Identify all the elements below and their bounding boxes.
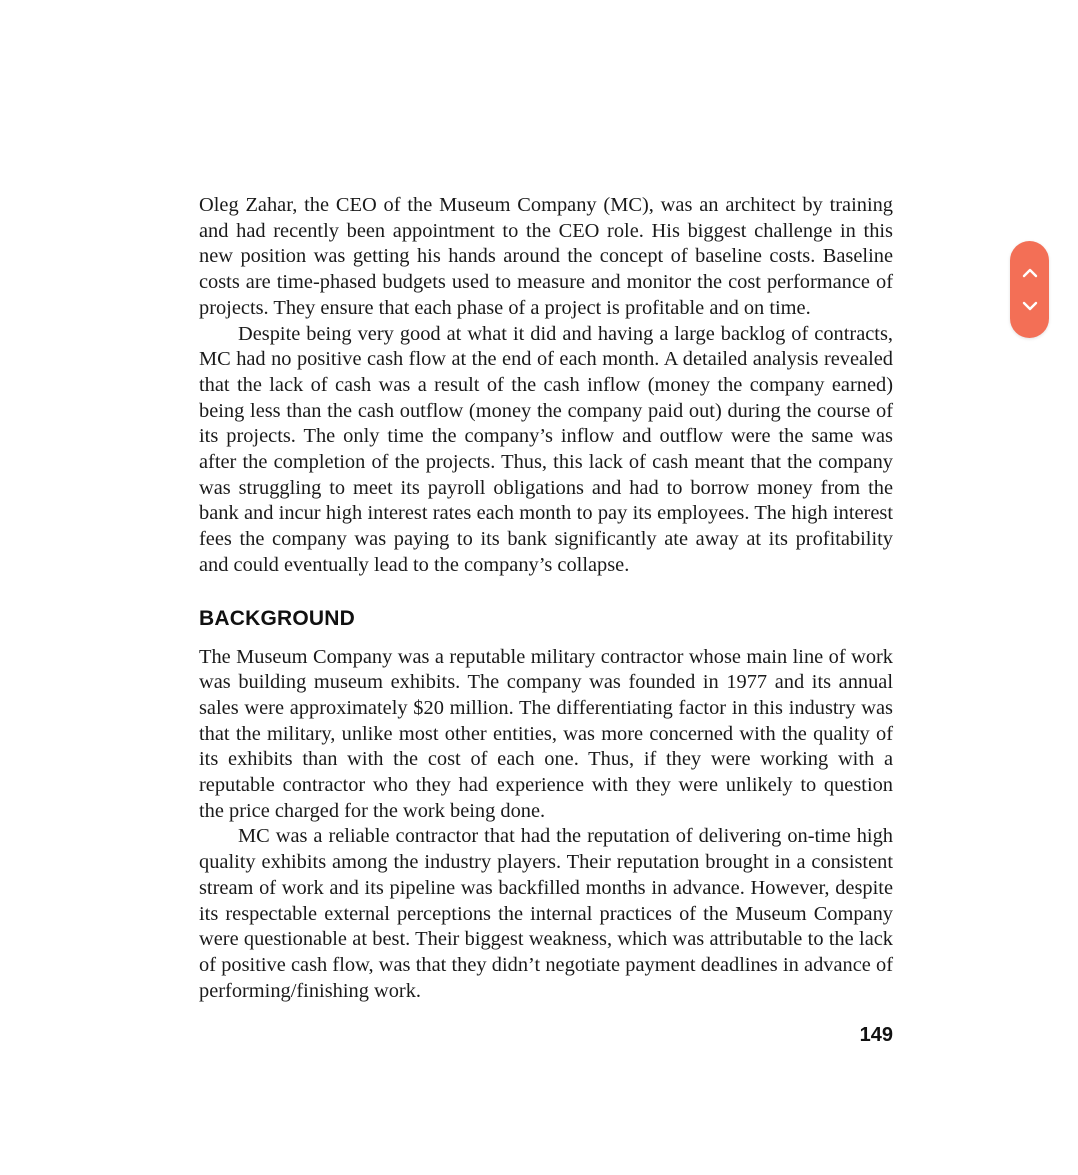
intro-paragraph-1: Oleg Zahar, the CEO of the Museum Company (MC), was an architect by training and had recently been appointment to the CEO role. His biggest challenge in this new position was getting his hands around the concept of baseline costs. Baseline costs are time-phased budgets used to measure and monitor the cost performance of projects. They ensure that each phase of a project is profitable and on time. (199, 194, 893, 319)
chevron-down-icon (1021, 300, 1039, 312)
page-number: 149 (859, 1024, 893, 1046)
page-navigation-control (1010, 241, 1049, 338)
chevron-up-icon (1021, 267, 1039, 279)
background-paragraph-1: The Museum Company was a reputable military contractor whose main line of work was building museum exhibits. The company was founded in 1977 and its annual sales were approximately $20 million. The differentiating factor in this industry was that the military, unlike most other entities, was more concerned with the quality of its exhibits than with the cost of each one. Thus, if they were working with a reputable contractor who they had experience with they were unlikely to question the price charged for the work being done. (199, 645, 893, 822)
section-heading: BACKGROUND (199, 606, 355, 630)
text-column (199, 193, 893, 1004)
cropped-footer-fragment (905, 1168, 1055, 1175)
intro-paragraph-2: Despite being very good at what it did and having a large backlog of contracts, MC had no positive cash flow at the end of each month. A detailed analysis revealed that the lack of cash was a result of the cash inflow (money the company earned) being less than the cash outflow (money the company paid out) during the course of its projects. The only time the company’s inflow and outflow were the same was after the completion of the projects. Thus, this lack of cash meant that the company was struggling to meet its payroll obligations and had to borrow money from the bank and incur high interest rates each month to pay its employees. The high interest fees the company was paying to its bank significantly ate away at its profitability and could eventually lead to the company’s collapse. (199, 322, 893, 576)
next-page-button[interactable] (1010, 286, 1049, 326)
background-paragraph-2: MC was a reliable contractor that had the reputation of delivering on-time high quality exhibits among the industry players. Their reputation brought in a consistent stream of work and its pipeline was backfilled months in advance. However, despite its respectable external perceptions the internal practices of the Museum Company were questionable at best. Their biggest weakness, which was attributable to the lack of positive cash flow, was that they didn’t negotiate payment deadlines in advance of performing/finishing work. (199, 825, 893, 1002)
